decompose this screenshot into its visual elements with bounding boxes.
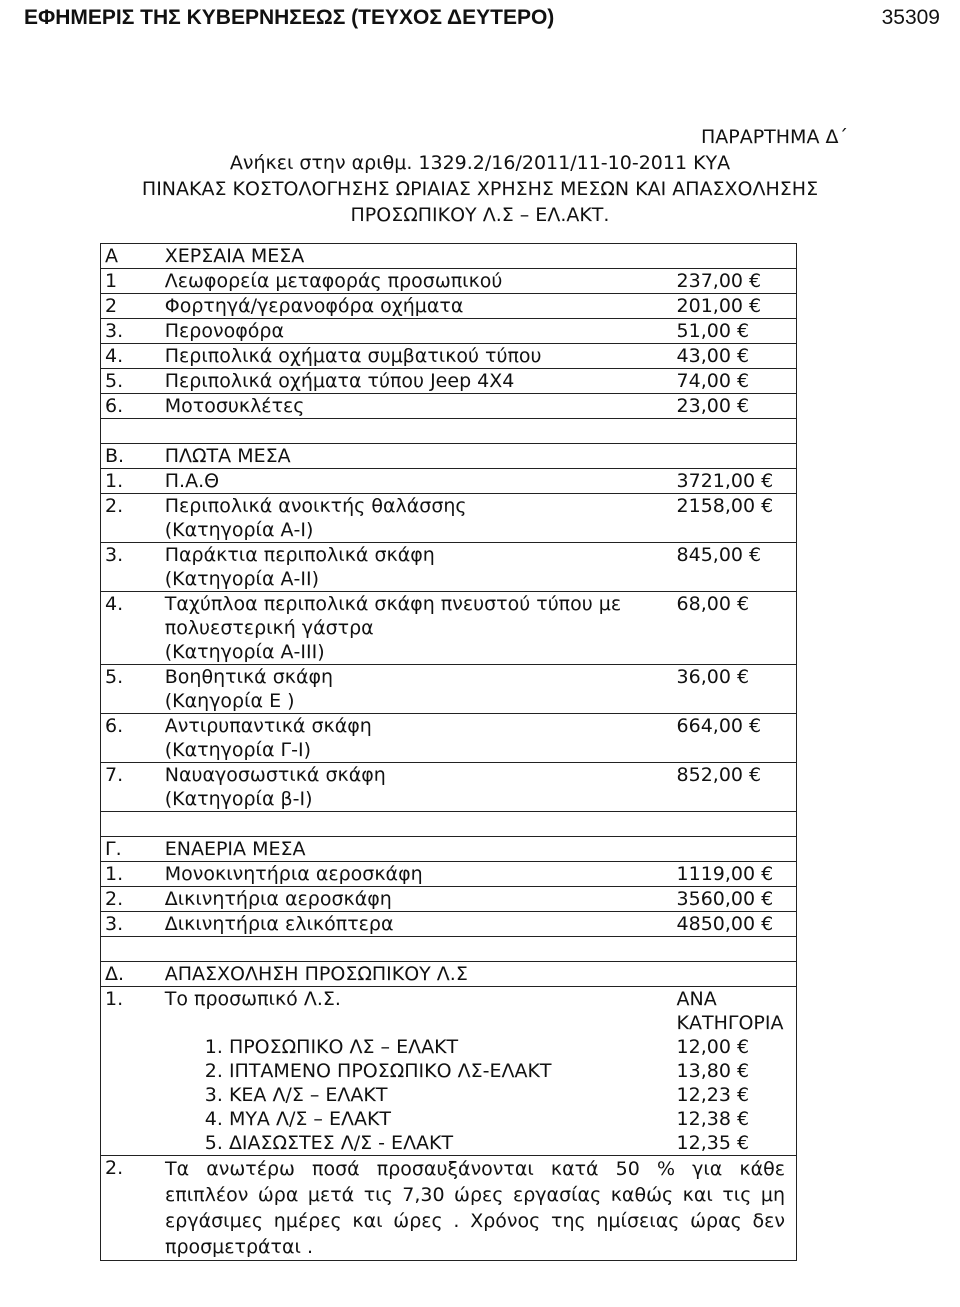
row-price: 74,00 € — [676, 370, 750, 392]
section-a-header — [101, 243, 796, 269]
row-category: (Κατηγορία Α-Ι) — [164, 519, 314, 541]
spacer-row — [101, 812, 796, 837]
row-number: 2. — [105, 495, 124, 517]
row-number: 3. — [105, 320, 124, 342]
section-code: Δ. — [105, 963, 125, 985]
row-price: 13,80 € — [676, 1060, 750, 1082]
row-category: (Κατηγορία β-Ι) — [164, 788, 313, 810]
row-number: 7. — [105, 764, 124, 786]
section-d-header — [101, 962, 796, 987]
cost-table — [100, 243, 797, 1261]
annex-title-line2: ΠΡΟΣΩΠΙΚΟΥ Λ.Σ – ΕΛ.ΑΚΤ. — [350, 204, 610, 226]
table-row — [101, 294, 796, 319]
row-number: 3. — [105, 913, 124, 935]
row-number: 6. — [105, 395, 124, 417]
row-price: 12,35 € — [676, 1132, 750, 1154]
section-title: ΑΠΑΣΧΟΛΗΣΗ ΠΡΟΣΩΠΙΚΟΥ Λ.Σ — [164, 963, 468, 985]
column-heading: ΑΝΑ — [676, 988, 717, 1010]
row-number: 1 — [105, 270, 118, 292]
row-price: 4850,00 € — [676, 913, 774, 935]
row-price: 12,38 € — [676, 1108, 750, 1130]
row-description: Π.Α.Θ — [164, 470, 220, 492]
row-number: 1. — [105, 863, 124, 885]
row-description — [161, 543, 673, 591]
row-price: 12,23 € — [676, 1084, 750, 1106]
row-description-text: Ταχύπλοα περιπολικά σκάφη πνευστού τύπου με — [164, 593, 622, 615]
row-description: Μοτοσυκλέτες — [164, 395, 305, 417]
table-row — [101, 319, 796, 344]
row-description: Λεωφορεία μεταφοράς προσωπικού — [164, 270, 503, 292]
row-price: 845,00 € — [676, 544, 762, 566]
list-item: 4. ΜΥΑ Λ/Σ – ΕΛΑΚΤ — [204, 1108, 392, 1130]
table-row — [101, 714, 796, 763]
spacer-row — [101, 937, 796, 962]
note-row — [101, 1156, 796, 1261]
row-description-text: Περιπολικά ανοικτής θαλάσσης — [164, 495, 467, 517]
row-category: (Κατηγορία Α-ΙΙΙ) — [164, 641, 325, 663]
row-number: 1. — [105, 470, 124, 492]
table-row — [101, 592, 796, 665]
table-row — [101, 912, 796, 937]
table-row — [101, 369, 796, 394]
table-row — [101, 862, 796, 887]
annex-title-line1: ΠΙΝΑΚΑΣ ΚΟΣΤΟΛΟΓΗΣΗΣ ΩΡΙΑΙΑΣ ΧΡΗΣΗΣ ΜΕΣΩΝ ΚΑΙ ΑΠΑΣΧΟΛΗΣΗΣ — [141, 178, 819, 200]
row-price: 852,00 € — [676, 764, 762, 786]
personnel-list — [165, 1035, 673, 1155]
table-row — [101, 469, 796, 494]
row-category: (Κατηγορία Γ-Ι) — [164, 739, 312, 761]
row-number: 2 — [105, 295, 118, 317]
row-price: 43,00 € — [676, 345, 750, 367]
list-item: 3. ΚΕΑ Λ/Σ – ΕΛΑΚΤ — [204, 1084, 388, 1106]
row-number: 1. — [105, 988, 124, 1010]
section-code: Β. — [105, 445, 125, 467]
spacer-row — [101, 419, 796, 444]
row-description-text: Αντιρυπαντικά σκάφη — [164, 715, 372, 737]
row-price: 1119,00 € — [676, 863, 774, 885]
table-row — [101, 344, 796, 369]
row-number: 2. — [105, 888, 124, 910]
row-number: 3. — [105, 544, 124, 566]
table-row — [101, 543, 796, 592]
row-category: (Κατηγορία Α-ΙΙ) — [164, 568, 320, 590]
section-title: ΧΕΡΣΑΙΑ ΜΕΣΑ — [164, 245, 305, 267]
row-description: Μονοκινητήρια αεροσκάφη — [164, 863, 423, 885]
row-description-text: Παράκτια περιπολικά σκάφη — [164, 544, 435, 566]
table-row — [101, 394, 796, 419]
row-price: 3721,00 € — [676, 470, 774, 492]
row-description — [161, 592, 673, 664]
page-number: 35309 — [881, 6, 940, 29]
row-description-text: Ναυαγοσωστικά σκάφη — [164, 764, 386, 786]
row-description-text-2: πολυεστερική γάστρα — [164, 617, 374, 639]
row-description: Δικινητήρια αεροσκάφη — [164, 888, 392, 910]
row-description: Περιπολικά οχήματα συμβατικού τύπου — [164, 345, 542, 367]
column-heading: ΚΑΤΗΓΟΡΙΑ — [676, 1012, 784, 1034]
section-g-header — [101, 837, 796, 862]
row-price: 68,00 € — [676, 593, 750, 615]
section-title: ΠΛΩΤΑ ΜΕΣΑ — [164, 445, 291, 467]
row-category: (Καηγορία Ε ) — [164, 690, 295, 712]
row-description: Περονοφόρα — [164, 320, 284, 342]
row-description: Φορτηγά/γερανοφόρα οχήματα — [164, 295, 464, 317]
row-description — [161, 763, 673, 811]
list-item: 2. ΙΠΤΑΜΕΝΟ ΠΡΟΣΩΠΙΚΟ ΛΣ-ΕΛΑΚΤ — [204, 1060, 552, 1082]
row-price: 201,00 € — [676, 295, 762, 317]
row-description — [161, 987, 673, 1155]
section-code: Γ. — [105, 838, 122, 860]
row-number: 2. — [105, 1157, 124, 1179]
list-item: 5. ΔΙΑΣΩΣΤΕΣ Λ/Σ - ΕΛΑΚΤ — [204, 1132, 454, 1154]
row-price: 3560,00 € — [676, 888, 774, 910]
gazette-title: ΕΦΗΜΕΡΙΣ ΤΗΣ ΚΥΒΕΡΝΗΣΕΩΣ (ΤΕΥΧΟΣ ΔΕΥΤΕΡΟ) — [24, 6, 555, 29]
row-description — [161, 494, 673, 542]
row-description: Περιπολικά οχήματα τύπου Jeep 4Χ4 — [164, 370, 515, 392]
gazette-header — [0, 0, 960, 48]
table-row — [101, 887, 796, 912]
row-price: 12,00 € — [676, 1036, 750, 1058]
table-row — [101, 494, 796, 543]
row-number: 5. — [105, 666, 124, 688]
row-price: 664,00 € — [676, 715, 762, 737]
row-description — [161, 714, 673, 762]
section-code: Α — [105, 245, 118, 267]
personnel-row — [101, 987, 796, 1156]
list-item: 1. ΠΡΟΣΩΠΙΚΟ ΛΣ – ΕΛΑΚΤ — [204, 1036, 459, 1058]
row-price: 237,00 € — [676, 270, 762, 292]
row-number: 6. — [105, 715, 124, 737]
row-price: 36,00 € — [676, 666, 750, 688]
annex-reference: Ανήκει στην αριθμ. 1329.2/16/2011/11-10-2011 ΚΥΑ — [229, 152, 731, 174]
row-description-text: Το προσωπικό Λ.Σ. — [164, 988, 341, 1010]
row-price: 23,00 € — [676, 395, 750, 417]
row-description: Δικινητήρια ελικόπτερα — [164, 913, 394, 935]
table-row — [101, 269, 796, 294]
row-number: 5. — [105, 370, 124, 392]
table-row — [101, 665, 796, 714]
section-title: ΕΝΑΕΡΙΑ ΜΕΣΑ — [164, 838, 306, 860]
surcharge-note: Τα ανωτέρω ποσά προσαυξάνονται κατά 50 % για κάθε επιπλέον ώρα μετά τις 7,30 ώρες εργασίας καθώς και τις μη εργάσιμες ημέρες και ώρες . Χρόνος της ημίσειας ώρας δεν προσμετράται . — [165, 1158, 785, 1258]
row-number: 4. — [105, 345, 124, 367]
section-b-header — [101, 444, 796, 469]
row-price: 2158,00 € — [676, 495, 774, 517]
row-price: 51,00 € — [676, 320, 750, 342]
rate-column — [673, 987, 796, 1155]
annex-label: ΠΑΡΑΡΤΗΜΑ Δ΄ — [700, 126, 848, 148]
row-description — [161, 665, 673, 713]
row-description-text: Βοηθητικά σκάφη — [164, 666, 334, 688]
table-row — [101, 763, 796, 812]
row-number: 4. — [105, 593, 124, 615]
